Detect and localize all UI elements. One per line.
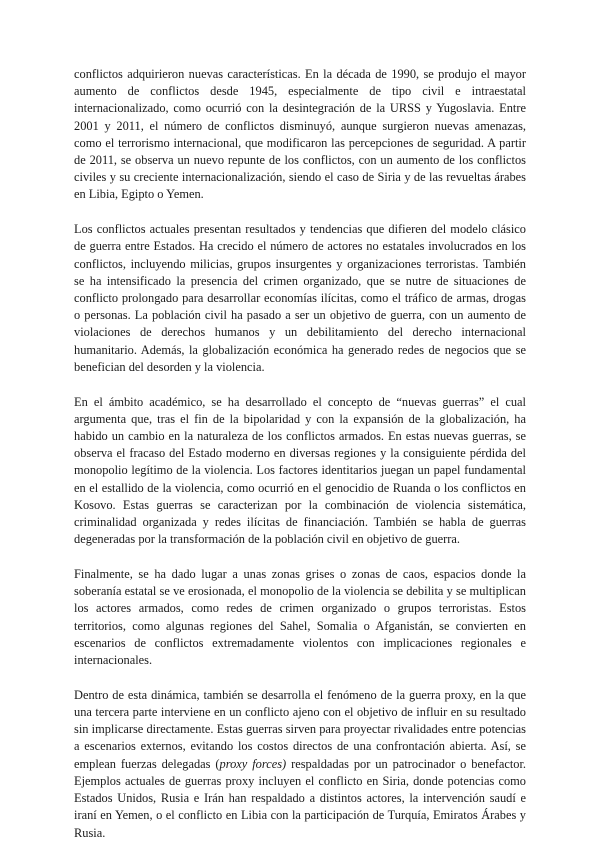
paragraph-5-italic-term: proxy forces) [219,756,287,771]
paragraph-5-text-before: Dentro de esta dinámica, también se desarrolla el fenómeno de la guerra proxy, en la que una tercera parte interviene en un conflicto ajeno con el objetivo de influir en su resultado sin implicarse directamente. Estas guerras sirven para proyectar rivalidades entre potencias a escenarios externos, evitando los costos directos de una confrontación abierta. Así, se emplean fuerzas delegadas ( [74,687,526,771]
paragraph-1: conflictos adquirieron nuevas características. En la década de 1990, se produjo el mayor aumento de conflictos desde 1945, especialmente de tipo civil e intraestatal internacionalizado, como ocurrió con la desintegración de la URSS y Yugoslavia. Entre 2001 y 2011, el número de conflictos disminuyó, aunque surgieron nuevas amenazas, como el terrorismo internacional, que modificaron las percepciones de seguridad. A partir de 2011, se observa un nuevo repunte de los conflictos, con un aumento de los conflictos civiles y su creciente internacionalización, siendo el caso de Siria y de las revueltas árabes en Libia, Egipto o Yemen. [74,67,526,202]
paragraph-4: Finalmente, se ha dado lugar a unas zonas grises o zonas de caos, espacios donde la soberanía estatal se ve erosionada, el monopolio de la violencia se debilita y se multiplican los actores armados, como redes de crimen organizado o grupos terroristas. Estos territorios, como algunas regiones del Sahel, Somalia o Afganistán, se convierten en escenarios de conflictos extremadamente violentos con implicaciones regionales e internacionales. [74,567,526,668]
paragraph-3: En el ámbito académico, se ha desarrollado el concepto de “nuevas guerras” el cual argumenta que, tras el fin de la bipolaridad y con la expansión de la globalización, ha habido un cambio en la naturaleza de los conflictos armados. En estas nuevas guerras, se observa el fracaso del Estado moderno en diversas regiones y la consiguiente pérdida del monopolio legítimo de la violencia. Los factores identitarios juegan un papel fundamental en el estallido de la violencia, como ocurrió en el genocidio de Ruanda o los conflictos en Kosovo. Estas guerras se caracterizan por la combinación de violencia sistemática, criminalidad organizada y redes ilícitas de financiación. También se habla de guerras degeneradas por la transformación de la población civil en objetivo de guerra. [74,394,526,547]
document-page [74,66,526,842]
paragraph-5 [74,687,526,842]
paragraph-5-text-after: respaldadas por un patrocinador o benefactor. Ejemplos actuales de guerras proxy incluyen el conflicto en Siria, donde potencias como Estados Unidos, Rusia e Irán han respaldado a distintos actores, la intervención saudí e iraní en Yemen, o el conflicto en Libia con la participación de Turquía, Emiratos Árabes y Rusia. [74,756,526,840]
paragraph-2: Los conflictos actuales presentan resultados y tendencias que difieren del modelo clásico de guerra entre Estados. Ha crecido el número de actores no estatales involucrados en los conflictos, incluyendo milicias, grupos insurgentes y organizaciones terroristas. También se ha intensificado la presencia del crimen organizado, que se nutre de situaciones de conflicto prolongado para desarrollar economías ilícitas, como el tráfico de armas, drogas o personas. La población civil ha pasado a ser un objetivo de guerra, con un aumento de violaciones de derechos humanos y un debilitamiento del derecho internacional humanitario. Además, la globalización económica ha generado redes de negocios que se benefician del desorden y la violencia. [74,222,526,374]
